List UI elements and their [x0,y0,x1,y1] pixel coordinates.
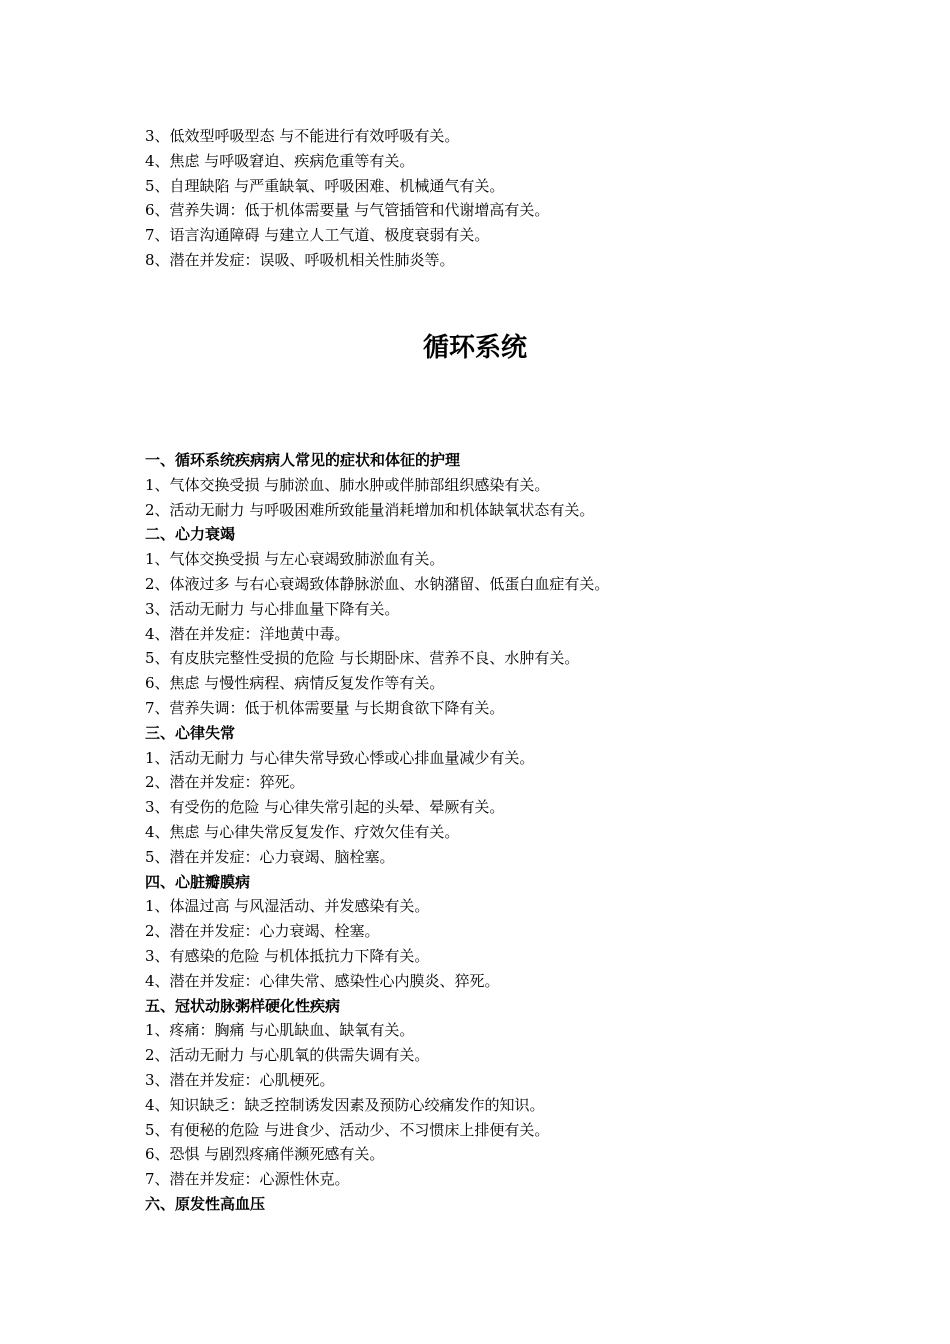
list-item: 5、自理缺陷 与严重缺氧、呼吸困难、机械通气有关。 [145,176,505,195]
list-item: 2、潜在并发症：心力衰竭、栓塞。 [145,922,380,941]
circulatory-system-content [145,448,865,1217]
list-item: 4、焦虑 与心律失常反复发作、疗效欠佳有关。 [145,822,460,841]
list-item: 1、体温过高 与风湿活动、并发感染有关。 [145,897,430,916]
list-item: 4、焦虑 与呼吸窘迫、疾病危重等有关。 [145,151,415,170]
list-item: 6、焦虑 与慢性病程、病情反复发作等有关。 [145,674,445,693]
chapter-title: 循环系统 [422,333,527,363]
list-item: 5、有皮肤完整性受损的危险 与长期卧床、营养不良、水肿有关。 [145,649,580,668]
list-item: 2、体液过多 与右心衰竭致体静脉淤血、水钠潴留、低蛋白血症有关。 [145,574,610,593]
list-item: 1、气体交换受损 与左心衰竭致肺淤血有关。 [145,550,445,569]
section-heading: 五、冠状动脉粥样硬化性疾病 [145,996,341,1015]
section-heading: 二、心力衰竭 [145,525,236,544]
list-item: 2、活动无耐力 与呼吸困难所致能量消耗增加和机体缺氧状态有关。 [145,500,595,519]
list-item: 4、潜在并发症：洋地黄中毒。 [145,624,350,643]
list-item: 3、有感染的危险 与机体抵抗力下降有关。 [145,946,430,965]
list-item: 2、潜在并发症：猝死。 [145,773,305,792]
list-item: 3、潜在并发症：心肌梗死。 [145,1070,335,1089]
list-item: 1、气体交换受损 与肺淤血、肺水肿或伴肺部组织感染有关。 [145,475,550,494]
list-item: 3、低效型呼吸型态 与不能进行有效呼吸有关。 [145,127,460,145]
list-item: 5、有便秘的危险 与进食少、活动少、不习惯床上排便有关。 [145,1120,550,1139]
list-item: 3、有受伤的危险 与心律失常引起的头晕、晕厥有关。 [145,798,505,817]
section-heading: 四、心脏瓣膜病 [145,872,251,891]
section-heading: 六、原发性高血压 [145,1194,266,1213]
list-item: 4、知识缺乏：缺乏控制诱发因素及预防心绞痛发作的知识。 [145,1095,545,1114]
respiratory-continuation-list [145,124,865,273]
list-item: 1、疼痛：胸痛 与心肌缺血、缺氧有关。 [145,1021,415,1040]
list-item: 5、潜在并发症：心力衰竭、脑栓塞。 [145,847,395,866]
list-item: 6、恐惧 与剧烈疼痛伴濒死感有关。 [145,1145,385,1164]
list-item: 3、活动无耐力 与心排血量下降有关。 [145,599,400,618]
section-heading: 三、心律失常 [145,723,236,742]
list-item: 7、语言沟通障碍 与建立人工气道、极度衰弱有关。 [145,226,490,245]
list-item: 8、潜在并发症：误吸、呼吸机相关性肺炎等。 [145,250,455,269]
list-item: 7、营养失调：低于机体需要量 与长期食欲下降有关。 [145,698,505,717]
list-item: 4、潜在并发症：心律失常、感染性心内膜炎、猝死。 [145,971,500,990]
list-item: 6、营养失调：低于机体需要量 与气管插管和代谢增高有关。 [145,201,550,220]
list-item: 1、活动无耐力 与心律失常导致心悸或心排血量减少有关。 [145,748,535,767]
section-heading: 一、循环系统疾病病人常见的症状和体征的护理 [145,451,461,469]
list-item: 2、活动无耐力 与心肌氧的供需失调有关。 [145,1046,430,1065]
list-item: 7、潜在并发症：心源性休克。 [145,1170,350,1189]
